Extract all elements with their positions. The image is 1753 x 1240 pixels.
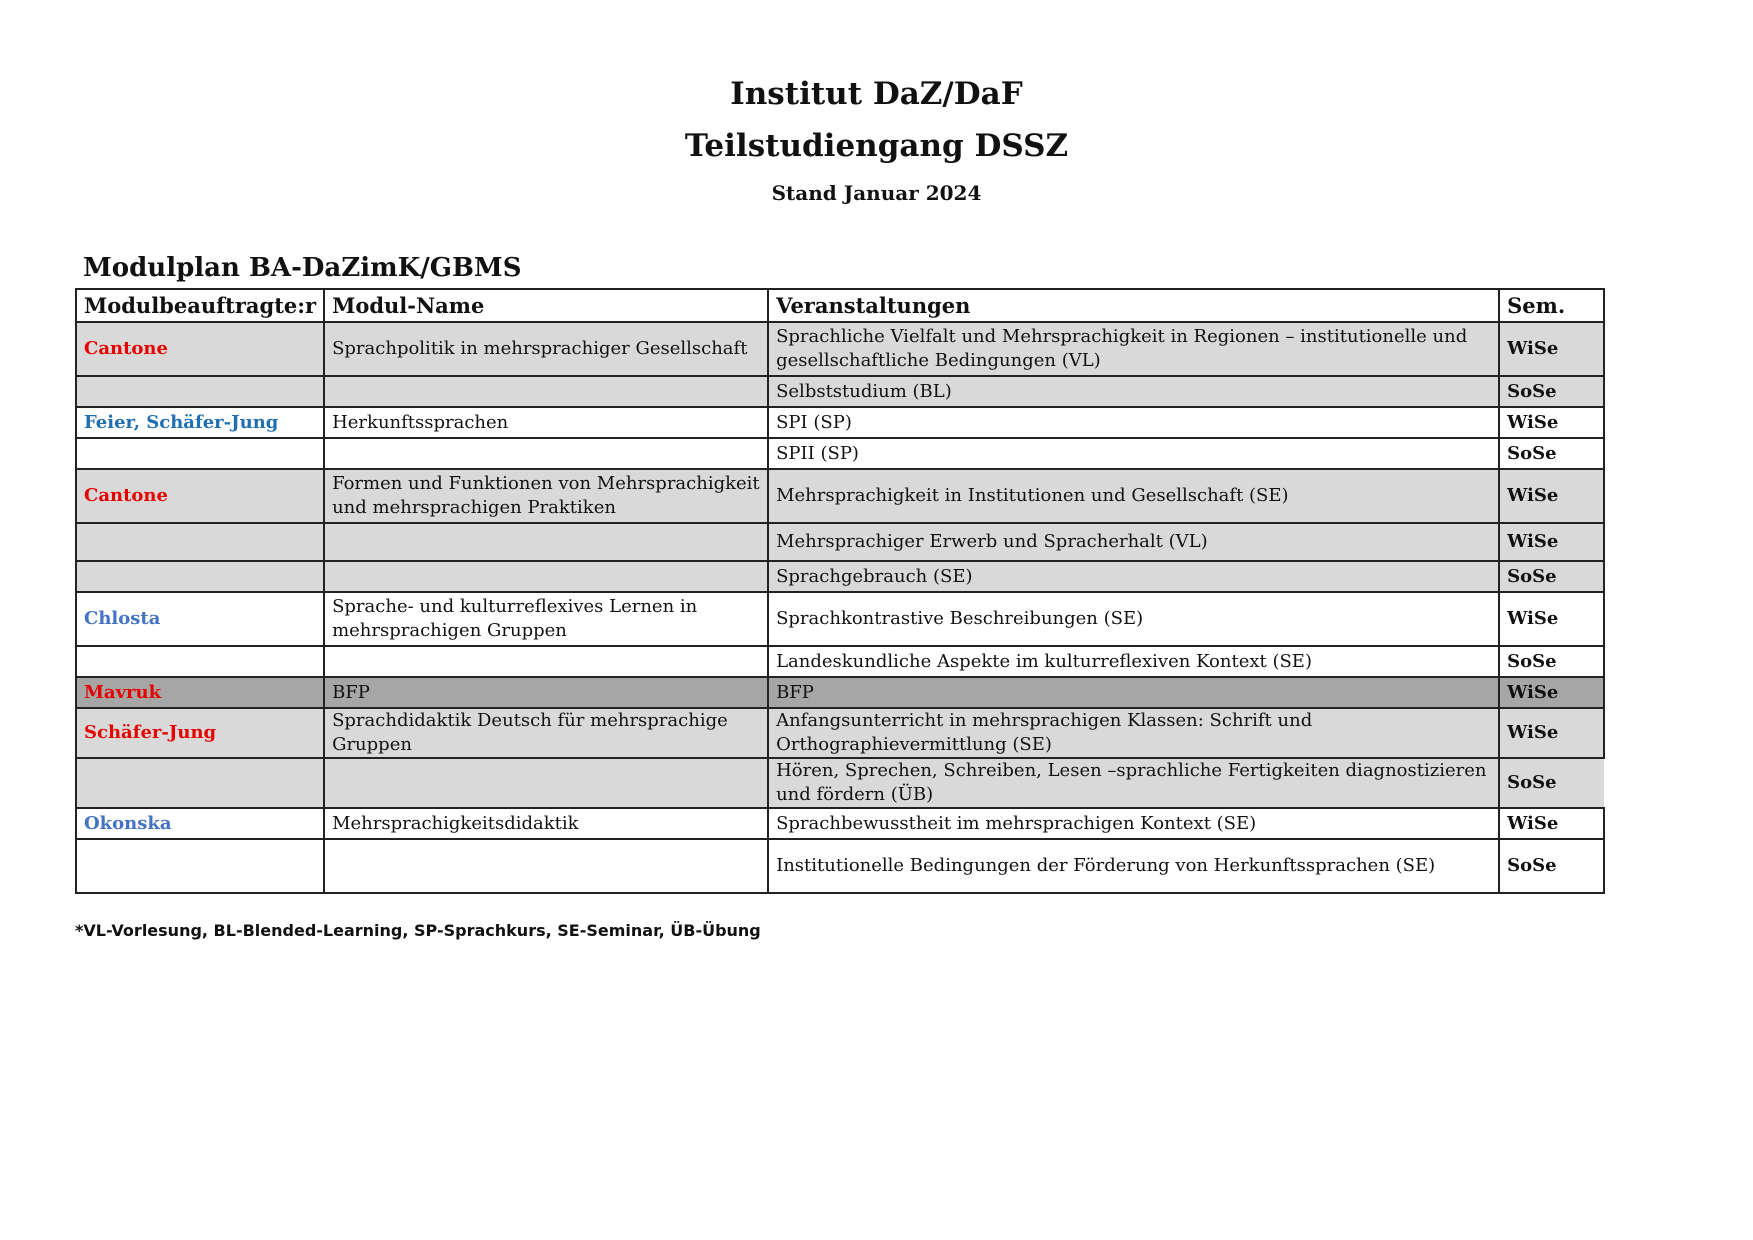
module-cell: Formen und Funktionen von Mehrsprachigkeit und mehrsprachigen Praktiken [324, 469, 768, 523]
semester-cell: WiSe [1499, 523, 1604, 561]
course-cell: Institutionelle Bedingungen der Förderung von Herkunftssprachen (SE) [768, 839, 1499, 893]
table-row [76, 561, 1604, 592]
course-cell: BFP [768, 677, 1499, 708]
column-header-semester: Sem. [1499, 289, 1604, 322]
abbreviation-footnote: *VL-Vorlesung, BL-Blended-Learning, SP-Sprachkurs, SE-Seminar, ÜB-Übung [75, 921, 761, 940]
semester-cell: SoSe [1499, 376, 1604, 407]
semester-cell: WiSe [1499, 469, 1604, 523]
column-header-module: Modul-Name [324, 289, 768, 322]
table-row [76, 839, 1604, 893]
semester-cell: WiSe [1499, 808, 1604, 839]
responsible-cell [76, 646, 324, 677]
table-title: Modulplan BA-DaZimK/GBMS [83, 253, 522, 283]
module-cell: Sprachpolitik in mehrsprachiger Gesellschaft [324, 322, 768, 376]
table-row [76, 523, 1604, 561]
semester-cell: SoSe [1499, 561, 1604, 592]
semester-cell: WiSe [1499, 407, 1604, 438]
responsible-cell: Schäfer-Jung [76, 708, 324, 758]
semester-cell: WiSe [1499, 708, 1604, 758]
course-cell: Hören, Sprechen, Schreiben, Lesen –sprachliche Fertigkeiten diagnostizieren und fördern (ÜB) [768, 758, 1499, 808]
course-cell: Sprachliche Vielfalt und Mehrsprachigkeit in Regionen – institutionelle und gesellschaftliche Bedingungen (VL) [768, 322, 1499, 376]
module-cell [324, 561, 768, 592]
responsible-cell [76, 376, 324, 407]
module-cell [324, 438, 768, 469]
module-cell: Sprache- und kulturreflexives Lernen in mehrsprachigen Gruppen [324, 592, 768, 646]
table-row [76, 677, 1604, 708]
responsible-cell: Chlosta [76, 592, 324, 646]
course-cell: Anfangsunterricht in mehrsprachigen Klassen: Schrift und Orthographievermittlung (SE) [768, 708, 1499, 758]
module-cell [324, 758, 768, 808]
module-cell [324, 523, 768, 561]
program-title: Teilstudiengang DSSZ [684, 128, 1069, 164]
module-cell: Sprachdidaktik Deutsch für mehrsprachige Gruppen [324, 708, 768, 758]
course-cell: Sprachgebrauch (SE) [768, 561, 1499, 592]
table-header-row [76, 289, 1604, 322]
responsible-cell [76, 561, 324, 592]
table-row [76, 708, 1604, 758]
semester-cell: WiSe [1499, 592, 1604, 646]
semester-cell: SoSe [1499, 758, 1604, 808]
table-row [76, 438, 1604, 469]
institute-title: Institut DaZ/DaF [730, 76, 1023, 112]
column-header-responsible: Modulbeauftragte:r [76, 289, 324, 322]
course-cell: Landeskundliche Aspekte im kulturreflexiven Kontext (SE) [768, 646, 1499, 677]
responsible-cell [76, 438, 324, 469]
responsible-cell: Cantone [76, 322, 324, 376]
course-cell: SPII (SP) [768, 438, 1499, 469]
module-plan-table [75, 288, 1605, 894]
responsible-cell [76, 523, 324, 561]
module-cell [324, 646, 768, 677]
column-header-courses: Veranstaltungen [768, 289, 1499, 322]
table-row [76, 646, 1604, 677]
responsible-cell: Okonska [76, 808, 324, 839]
table-row [76, 808, 1604, 839]
module-cell: Mehrsprachigkeitsdidaktik [324, 808, 768, 839]
course-cell: Sprachbewusstheit im mehrsprachigen Kontext (SE) [768, 808, 1499, 839]
table-row [76, 758, 1604, 808]
table-row [76, 407, 1604, 438]
semester-cell: SoSe [1499, 438, 1604, 469]
responsible-cell: Cantone [76, 469, 324, 523]
table-row [76, 592, 1604, 646]
semester-cell: SoSe [1499, 839, 1604, 893]
module-cell: Herkunftssprachen [324, 407, 768, 438]
semester-cell: WiSe [1499, 322, 1604, 376]
table-row [76, 376, 1604, 407]
responsible-cell [76, 758, 324, 808]
responsible-cell: Feier, Schäfer-Jung [76, 407, 324, 438]
date-stamp: Stand Januar 2024 [771, 181, 982, 205]
responsible-cell [76, 839, 324, 893]
module-cell [324, 376, 768, 407]
responsible-cell: Mavruk [76, 677, 324, 708]
course-cell: Mehrsprachigkeit in Institutionen und Gesellschaft (SE) [768, 469, 1499, 523]
course-cell: SPI (SP) [768, 407, 1499, 438]
module-cell: BFP [324, 677, 768, 708]
table-row [76, 469, 1604, 523]
semester-cell: WiSe [1499, 677, 1604, 708]
table-row [76, 322, 1604, 376]
course-cell: Mehrsprachiger Erwerb und Spracherhalt (VL) [768, 523, 1499, 561]
module-cell [324, 839, 768, 893]
semester-cell: SoSe [1499, 646, 1604, 677]
course-cell: Sprachkontrastive Beschreibungen (SE) [768, 592, 1499, 646]
course-cell: Selbststudium (BL) [768, 376, 1499, 407]
